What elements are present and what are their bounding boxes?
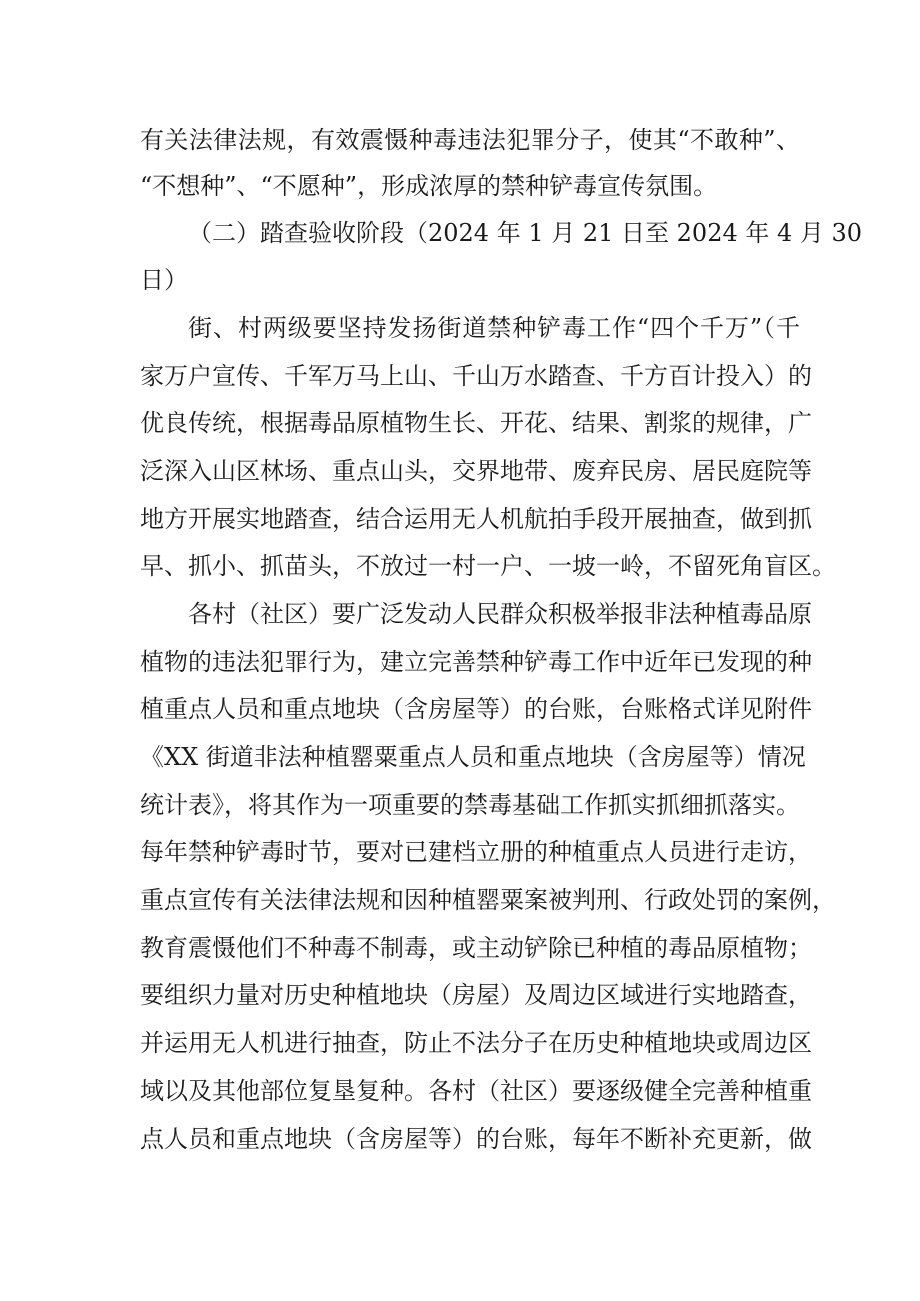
text-line: 优良传统，根据毒品原植物生长、开花、结果、割浆的规律，广 <box>140 409 812 437</box>
text-line: 教育震慑他们不种毒不制毒，或主动铲除已种植的毒品原植物； <box>140 934 812 962</box>
text-line: 早、抓小、抓苗头，不放过一村一户、一坡一岭，不留死角盲区。 <box>140 552 836 580</box>
text-line: 并运用无人机进行抽查，防止不法分子在历史种植地块或周边区 <box>140 1029 812 1057</box>
text-line: 地方开展实地踏查，结合运用无人机航拍手段开展抽查，做到抓 <box>140 505 812 533</box>
text-line: 域以及其他部位复垦复种。各村（社区）要逐级健全完善种植重 <box>140 1077 812 1105</box>
text-line: 《XX 街道非法种植罂粟重点人员和重点地块（含房屋等）情况 <box>140 743 806 771</box>
text-line: 统计表》，将其作为一项重要的禁毒基础工作抓实抓细抓落实。 <box>140 791 800 819</box>
text-line: 植重点人员和重点地块（含房屋等）的台账，台账格式详见附件 <box>140 695 812 723</box>
text-line: 每年禁种铲毒时节，要对已建档立册的种植重点人员进行走访， <box>140 838 812 866</box>
section-heading-continuation: 日） <box>140 266 188 294</box>
section-heading: （二）踏查验收阶段（2024 年 1 月 21 日至 2024 年 4 月 30 <box>188 219 863 247</box>
text-line: “不想种”、“不愿种”，形成浓厚的禁种铲毒宣传氛围。 <box>140 172 718 200</box>
text-line: 街、村两级要坚持发扬街道禁种铲毒工作“四个千万”（千 <box>188 314 800 342</box>
text-line: 各村（社区）要广泛发动人民群众积极举报非法种植毒品原 <box>188 600 812 628</box>
text-line: 有关法律法规，有效震慑种毒违法犯罪分子，使其“不敢种”、 <box>140 126 800 154</box>
text-line: 泛深入山区林场、重点山头，交界地带、废弃民房、居民庭院等 <box>140 457 812 485</box>
text-line: 要组织力量对历史种植地块（房屋）及周边区域进行实地踏查， <box>140 981 812 1009</box>
text-line: 重点宣传有关法律法规和因种植罂粟案被判刑、行政处罚的案例， <box>140 886 836 914</box>
text-line: 植物的违法犯罪行为，建立完善禁种铲毒工作中近年已发现的种 <box>140 648 812 676</box>
text-line: 点人员和重点地块（含房屋等）的台账，每年不断补充更新，做 <box>140 1125 812 1153</box>
text-line: 家万户宣传、千军万马上山、千山万水踏查、千方百计投入）的 <box>140 362 812 390</box>
